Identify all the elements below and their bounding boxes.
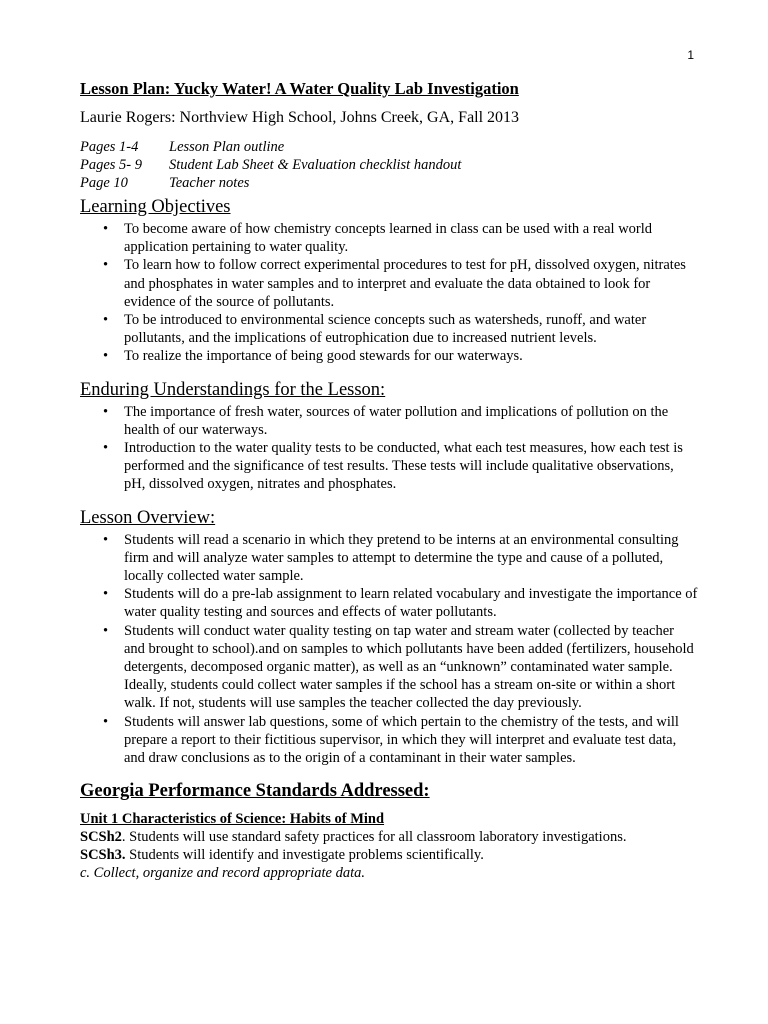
- standard-text: Students will identify and investigate problems scientifically.: [125, 847, 484, 864]
- unit-heading: Unit 1 Characteristics of Science: Habits of Mind: [80, 811, 385, 828]
- contents-pages: Page 10: [80, 175, 128, 191]
- standard-text: . Students will use standard safety practices for all classroom laboratory investigations.: [121, 829, 627, 846]
- list-item: • Students will conduct water quality testing on tap water and stream water (collected by teacher and brought to school).and on samples to which pollutants have been added (fertilizers, household detergents, decomposed organic matter), as well as an “unknown” contaminated water sample. Ideally, students could collect water samples if the school has a stream on-site or within a short walk. If not, students will use samples the teacher collected the day previously.: [80, 622, 698, 713]
- list-item: • To become aware of how chemistry concepts learned in class can be used with a real world application pertaining to water quality.: [80, 220, 698, 256]
- standard-sub-item: c. Collect, organize and record appropriate data.: [80, 865, 366, 882]
- standard-code: SCSh2: [80, 829, 122, 846]
- enduring-understandings-list: [80, 403, 698, 494]
- standard-line: [80, 828, 698, 846]
- learning-objectives-list: [80, 220, 698, 366]
- contents-desc: Teacher notes: [169, 175, 250, 191]
- contents-desc: Student Lab Sheet & Evaluation checklist handout: [169, 157, 462, 173]
- enduring-understandings-heading: Enduring Understandings for the Lesson:: [80, 379, 386, 400]
- standard-line: [80, 846, 698, 864]
- contents-pages: Pages 1-4: [80, 139, 139, 155]
- contents-table: [80, 138, 698, 192]
- standards-heading: Georgia Performance Standards Addressed:: [80, 781, 430, 802]
- list-item: • Students will answer lab questions, some of which pertain to the chemistry of the tests, and will prepare a report to their fictitious supervisor, in which they will interpret and evaluate test data, and draw conclusions as to the origin of a contaminant in their water samples.: [80, 713, 698, 768]
- standard-code: SCSh3.: [80, 847, 126, 864]
- author-line: Laurie Rogers: Northview High School, Johns Creek, GA, Fall 2013: [80, 109, 520, 126]
- document-content: [80, 79, 698, 882]
- lesson-overview-heading: Lesson Overview:: [80, 507, 216, 528]
- list-item: • Students will do a pre-lab assignment to learn related vocabulary and investigate the importance of water quality testing and sources and effects of water pollutants.: [80, 585, 698, 621]
- contents-row: [80, 174, 698, 192]
- lesson-title: Lesson Plan: Yucky Water! A Water Quality Lab Investigation: [80, 79, 519, 98]
- page-number: 1: [687, 48, 694, 62]
- list-item: • Students will read a scenario in which they pretend to be interns at an environmental consulting firm and will analyze water samples to attempt to determine the type and cause of a polluted, locally collected water sample.: [80, 531, 698, 586]
- learning-objectives-heading: Learning Objectives: [80, 197, 231, 217]
- list-item: • To learn how to follow correct experimental procedures to test for pH, dissolved oxygen, nitrates and phosphates in water samples and to interpret and evaluate the data obtained to look for evidence of the source of pollutants.: [80, 256, 698, 311]
- lesson-overview-list: [80, 531, 698, 768]
- contents-row: [80, 138, 698, 156]
- list-item: • To be introduced to environmental science concepts such as watersheds, runoff, and water pollutants, and the implications of eutrophication due to increased nutrient levels.: [80, 311, 698, 347]
- contents-pages: Pages 5- 9: [80, 157, 143, 173]
- list-item: • The importance of fresh water, sources of water pollution and implications of pollution on the health of our waterways.: [80, 403, 698, 439]
- contents-row: [80, 156, 698, 174]
- contents-desc: Lesson Plan outline: [169, 139, 285, 155]
- list-item: • To realize the importance of being good stewards for our waterways.: [80, 347, 698, 365]
- list-item: • Introduction to the water quality tests to be conducted, what each test measures, how each test is performed and the significance of test results. These tests will include qualitative observations, pH, dissolved oxygen, nitrates and phosphates.: [80, 439, 698, 494]
